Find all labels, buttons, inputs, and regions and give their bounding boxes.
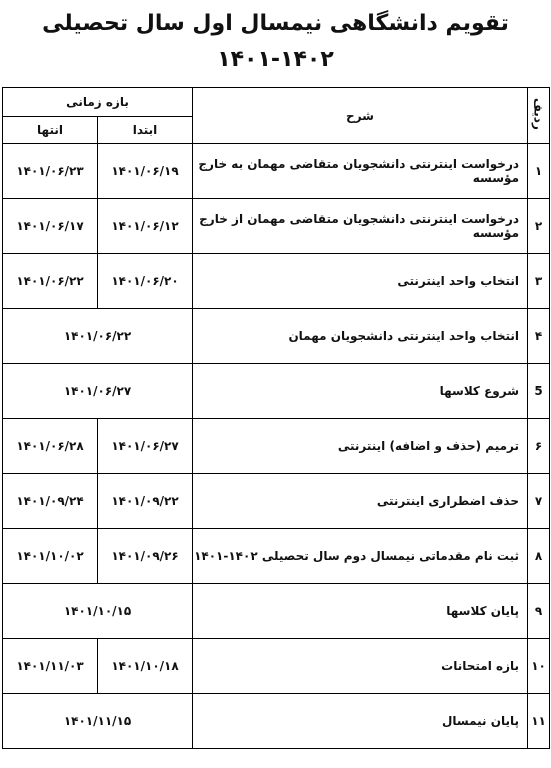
table-row [3,144,550,199]
row-end-date: ۱۴۰۱/۰۶/۲۸ [3,419,98,474]
row-start-date: ۱۴۰۱/۰۶/۲۷ [98,419,193,474]
row-number: ۴ [528,309,550,364]
row-description: بازه امتحانات [193,639,528,694]
table-row [3,419,550,474]
row-number: ۲ [528,199,550,254]
row-description: حذف اضطراری اینترنتی [193,474,528,529]
row-number: ۳ [528,254,550,309]
table-row [3,364,550,419]
table-row [3,474,550,529]
calendar-table [2,87,550,749]
row-date: ۱۴۰۱/۱۱/۱۵ [3,694,193,749]
row-description: انتخاب واحد اینترنتی دانشجویان مهمان [193,309,528,364]
table-row [3,254,550,309]
row-start-date: ۱۴۰۱/۰۶/۱۹ [98,144,193,199]
table-row [3,639,550,694]
row-end-date: ۱۴۰۱/۰۶/۱۷ [3,199,98,254]
table-row [3,309,550,364]
start-header: ابتدا [98,117,193,144]
row-number: ۱۱ [528,694,550,749]
row-start-date: ۱۴۰۱/۰۹/۲۶ [98,529,193,584]
row-end-date: ۱۴۰۱/۰۹/۲۴ [3,474,98,529]
row-number: ۱ [528,144,550,199]
row-number-header: ردیف [528,88,550,144]
period-header: بازه زمانی [3,88,193,117]
row-description: شروع کلاسها [193,364,528,419]
row-date: ۱۴۰۱/۰۶/۲۷ [3,364,193,419]
header-row [3,88,550,117]
table-row [3,199,550,254]
page-title: تقویم دانشگاهی نیمسال اول سال تحصیلی ۱۴۰۲-۱۴۰۱ [42,11,509,72]
row-start-date: ۱۴۰۱/۱۰/۱۸ [98,639,193,694]
row-number: ۶ [528,419,550,474]
table-row [3,694,550,749]
row-start-date: ۱۴۰۱/۰۶/۲۰ [98,254,193,309]
row-number: ۱۰ [528,639,550,694]
row-description: ترمیم (حذف و اضافه) اینترنتی [193,419,528,474]
end-header: انتها [3,117,98,144]
table-row [3,584,550,639]
description-header: شرح [193,88,528,144]
row-number: ۸ [528,529,550,584]
row-number: ۷ [528,474,550,529]
row-description: پایان کلاسها [193,584,528,639]
row-description: انتخاب واحد اینترنتی [193,254,528,309]
row-description: درخواست اینترنتی دانشجویان متقاضی مهمان به خارج مؤسسه [193,144,528,199]
row-number: ۹ [528,584,550,639]
row-end-date: ۱۴۰۱/۱۱/۰۳ [3,639,98,694]
row-description: ثبت نام مقدماتی نیمسال دوم سال تحصیلی ۱۴۰۲-۱۴۰۱ [193,529,528,584]
row-start-date: ۱۴۰۱/۰۶/۱۲ [98,199,193,254]
table-row [3,529,550,584]
row-description: درخواست اینترنتی دانشجویان متقاضی مهمان از خارج مؤسسه [193,199,528,254]
row-description: پایان نیمسال [193,694,528,749]
row-end-date: ۱۴۰۱/۰۶/۲۳ [3,144,98,199]
row-start-date: ۱۴۰۱/۰۹/۲۲ [98,474,193,529]
row-end-date: ۱۴۰۱/۰۶/۲۲ [3,254,98,309]
row-end-date: ۱۴۰۱/۱۰/۰۲ [3,529,98,584]
row-date: ۱۴۰۱/۱۰/۱۵ [3,584,193,639]
row-number: 5 [528,364,550,419]
row-date: ۱۴۰۱/۰۶/۲۲ [3,309,193,364]
